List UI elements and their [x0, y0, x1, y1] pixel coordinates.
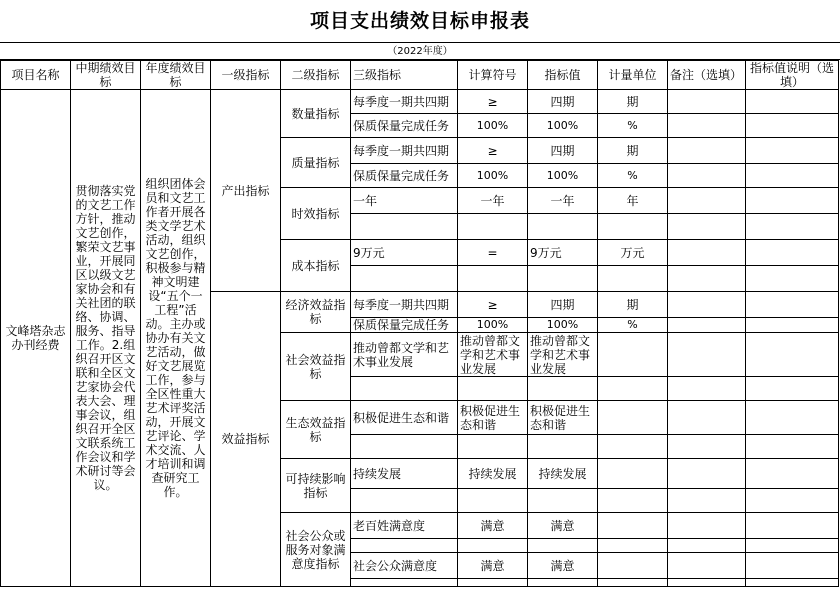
level3-cell: 积极促进生态和谐 [351, 401, 458, 435]
symbol-cell: 推动曾都文学和艺术事业发展 [458, 333, 528, 377]
symbol-cell: 满意 [458, 513, 528, 539]
level1-benefit-cell: 效益指标 [211, 292, 281, 587]
value-desc-cell [746, 114, 839, 138]
symbol-cell: 100% [458, 318, 528, 333]
remark-cell [668, 435, 746, 459]
year-label: （2022年度） [0, 42, 840, 60]
value-desc-cell [746, 214, 839, 240]
remark-cell [668, 377, 746, 401]
symbol-cell: ≥ [458, 138, 528, 164]
header-row [1, 61, 839, 90]
remark-cell [668, 553, 746, 579]
value-desc-cell [746, 318, 839, 333]
unit-cell [598, 435, 668, 459]
remark-cell [668, 318, 746, 333]
header-level3: 三级指标 [351, 61, 458, 90]
symbol-cell [458, 539, 528, 553]
symbol-cell [458, 266, 528, 292]
symbol-cell: 满意 [458, 553, 528, 579]
level3-cell: 社会公众满意度 [351, 553, 458, 579]
remark-cell [668, 266, 746, 292]
value-cell [528, 539, 598, 553]
header-mid-term-goal: 中期绩效目标 [71, 61, 141, 90]
value-cell [528, 214, 598, 240]
unit-cell [598, 579, 668, 587]
unit-cell [598, 459, 668, 489]
level3-cell: 保质保量完成任务 [351, 164, 458, 188]
value-cell: 9万元 [528, 240, 598, 266]
symbol-cell: 100% [458, 114, 528, 138]
mid-term-goal-cell: 贯彻落实党的文艺工作方针，推动文艺创作，繁荣文艺事业，开展同区以级文艺家协会和有关社团的联络、协调、服务、指导工作。2.组织召开区文联和全区文艺家协会代表大会、理事会议，组织召开全区文联系统工作会议和学术研讨等会议。 [71, 90, 141, 587]
symbol-cell [458, 489, 528, 513]
remark-cell [668, 489, 746, 513]
header-annual-goal: 年度绩效目标 [141, 61, 211, 90]
level3-cell [351, 489, 458, 513]
level3-cell [351, 539, 458, 553]
level3-cell: 保质保量完成任务 [351, 318, 458, 333]
level2-economic-cell: 经济效益指标 [281, 292, 351, 333]
annual-goal-cell: 组织团体会员和文艺工作者开展各类文学艺术活动，组织文艺创作，积极参与精神文明建设“五个一工程”活动。主办或协办有关文艺活动，做好文艺展览工作，参与全区性重大艺术评奖活动，开展文艺评论、学术交流、人才培训和调查研究工作。 [141, 90, 211, 587]
symbol-cell: 100% [458, 164, 528, 188]
symbol-cell [458, 214, 528, 240]
value-desc-cell [746, 489, 839, 513]
level3-cell: 每季度一期共四期 [351, 292, 458, 318]
level3-cell [351, 214, 458, 240]
value-desc-cell [746, 266, 839, 292]
level3-cell: 推动曾都文学和艺术事业发展 [351, 333, 458, 377]
unit-cell [598, 513, 668, 539]
unit-cell: 万元 [598, 240, 668, 266]
unit-cell [598, 539, 668, 553]
unit-cell [598, 553, 668, 579]
value-cell: 积极促进生态和谐 [528, 401, 598, 435]
value-cell: 满意 [528, 513, 598, 539]
unit-cell [598, 489, 668, 513]
page-title: 项目支出绩效目标申报表 [309, 10, 530, 32]
remark-cell [668, 188, 746, 214]
remark-cell [668, 333, 746, 377]
value-cell [528, 266, 598, 292]
level2-sustainable-cell: 可持续影响指标 [281, 459, 351, 513]
symbol-cell: 持续发展 [458, 459, 528, 489]
value-desc-cell [746, 459, 839, 489]
value-cell: 100% [528, 318, 598, 333]
level2-quality-cell: 质量指标 [281, 138, 351, 188]
symbol-cell [458, 377, 528, 401]
level1-output-cell: 产出指标 [211, 90, 281, 292]
header-symbol: 计算符号 [458, 61, 528, 90]
unit-cell: % [598, 318, 668, 333]
symbol-cell [458, 435, 528, 459]
level2-satisfaction-cell: 社会公众或服务对象满意度指标 [281, 513, 351, 587]
remark-cell [668, 138, 746, 164]
header-level1: 一级指标 [211, 61, 281, 90]
value-desc-cell [746, 292, 839, 318]
remark-cell [668, 90, 746, 114]
value-cell: 推动曾都文学和艺术事业发展 [528, 333, 598, 377]
level2-ecological-cell: 生态效益指标 [281, 401, 351, 459]
unit-cell [598, 266, 668, 292]
level3-cell [351, 579, 458, 587]
value-cell: 四期 [528, 292, 598, 318]
remark-cell [668, 579, 746, 587]
value-desc-cell [746, 553, 839, 579]
unit-cell [598, 214, 668, 240]
unit-cell: 期 [598, 292, 668, 318]
level3-cell [351, 377, 458, 401]
value-cell: 一年 [528, 188, 598, 214]
level3-cell [351, 435, 458, 459]
value-desc-cell [746, 240, 839, 266]
level2-social-cell: 社会效益指标 [281, 333, 351, 401]
unit-cell: 期 [598, 138, 668, 164]
header-value: 指标值 [528, 61, 598, 90]
remark-cell [668, 459, 746, 489]
header-unit: 计量单位 [598, 61, 668, 90]
value-desc-cell [746, 401, 839, 435]
value-desc-cell [746, 188, 839, 214]
symbol-cell: 一年 [458, 188, 528, 214]
value-desc-cell [746, 138, 839, 164]
symbol-cell: ≥ [458, 90, 528, 114]
level3-cell [351, 266, 458, 292]
value-cell [528, 579, 598, 587]
value-cell: 满意 [528, 553, 598, 579]
symbol-cell [458, 579, 528, 587]
header-project-name: 项目名称 [1, 61, 71, 90]
value-cell [528, 377, 598, 401]
remark-cell [668, 292, 746, 318]
unit-cell: 年 [598, 188, 668, 214]
level3-cell: 每季度一期共四期 [351, 90, 458, 114]
level3-cell: 老百姓满意度 [351, 513, 458, 539]
remark-cell [668, 214, 746, 240]
value-cell: 100% [528, 114, 598, 138]
value-desc-cell [746, 513, 839, 539]
value-desc-cell [746, 579, 839, 587]
symbol-cell: ≥ [458, 292, 528, 318]
level3-cell: 每季度一期共四期 [351, 138, 458, 164]
unit-cell [598, 401, 668, 435]
value-desc-cell [746, 90, 839, 114]
value-cell: 100% [528, 164, 598, 188]
value-cell: 四期 [528, 138, 598, 164]
symbol-cell: 积极促进生态和谐 [458, 401, 528, 435]
remark-cell [668, 240, 746, 266]
value-cell: 四期 [528, 90, 598, 114]
unit-cell [598, 333, 668, 377]
value-desc-cell [746, 435, 839, 459]
unit-cell: 期 [598, 90, 668, 114]
symbol-cell: = [458, 240, 528, 266]
level3-cell: 9万元 [351, 240, 458, 266]
remark-cell [668, 401, 746, 435]
value-desc-cell [746, 539, 839, 553]
unit-cell: % [598, 114, 668, 138]
level2-timeliness-cell: 时效指标 [281, 188, 351, 240]
header-remark: 备注（选填） [668, 61, 746, 90]
value-desc-cell [746, 333, 839, 377]
performance-table [0, 60, 839, 587]
level2-quantity-cell: 数量指标 [281, 90, 351, 138]
level2-cost-cell: 成本指标 [281, 240, 351, 292]
level3-cell: 一年 [351, 188, 458, 214]
value-cell: 持续发展 [528, 459, 598, 489]
value-desc-cell [746, 377, 839, 401]
project-name-cell: 文峰塔杂志办刊经费 [1, 90, 71, 587]
unit-cell [598, 377, 668, 401]
remark-cell [668, 114, 746, 138]
header-level2: 二级指标 [281, 61, 351, 90]
unit-cell: % [598, 164, 668, 188]
value-desc-cell [746, 164, 839, 188]
remark-cell [668, 513, 746, 539]
value-cell [528, 435, 598, 459]
level3-cell: 持续发展 [351, 459, 458, 489]
header-value-desc: 指标值说明（选填） [746, 61, 839, 90]
remark-cell [668, 539, 746, 553]
remark-cell [668, 164, 746, 188]
table-row [1, 90, 839, 114]
value-cell [528, 489, 598, 513]
level3-cell: 保质保量完成任务 [351, 114, 458, 138]
